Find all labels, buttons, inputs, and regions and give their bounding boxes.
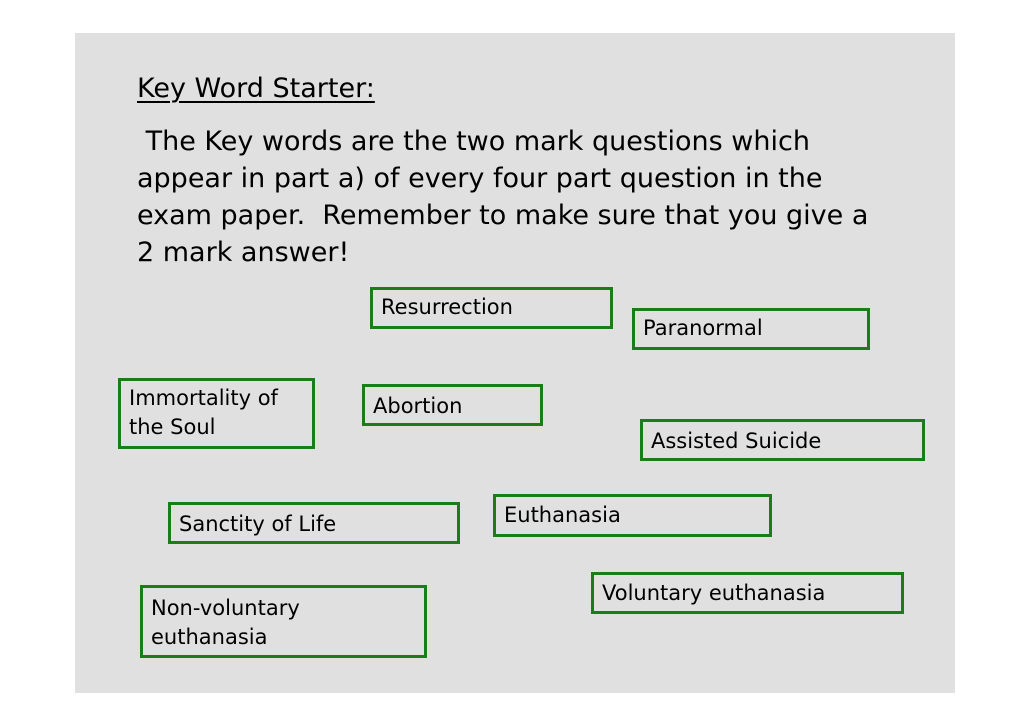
keyword-label: Sanctity of Life xyxy=(179,512,337,536)
keyword-box-paranormal xyxy=(632,308,870,350)
intro-line: appear in part a) of every four part question in the xyxy=(137,163,823,194)
keyword-box-immortality-of-the-soul xyxy=(118,378,315,449)
keyword-box-abortion xyxy=(362,384,543,426)
keyword-label: Voluntary euthanasia xyxy=(602,581,826,605)
keyword-box-voluntary-euthanasia xyxy=(591,572,904,614)
keyword-label: Assisted Suicide xyxy=(651,429,822,453)
keyword-box-resurrection xyxy=(370,287,613,329)
intro-line: 2 mark answer! xyxy=(137,237,350,268)
keyword-label: Paranormal xyxy=(643,316,763,340)
keyword-label: Resurrection xyxy=(381,295,513,319)
keyword-label: Euthanasia xyxy=(504,503,621,527)
keyword-label: Immortality of xyxy=(129,386,278,410)
keyword-box-euthanasia xyxy=(493,494,772,537)
intro-paragraph xyxy=(137,123,927,271)
keyword-label: Abortion xyxy=(373,394,463,418)
keyword-label: Non-voluntary xyxy=(151,596,300,620)
keyword-label: euthanasia xyxy=(151,625,268,649)
keyword-box-sanctity-of-life xyxy=(168,502,460,544)
slide-heading: Key Word Starter: xyxy=(137,73,375,104)
intro-line: exam paper. Remember to make sure that you give a xyxy=(137,200,869,231)
keyword-box-assisted-suicide xyxy=(640,419,925,461)
intro-line: The Key words are the two mark questions which xyxy=(137,126,810,157)
keyword-box-non-voluntary-euthanasia xyxy=(140,585,427,658)
keyword-label: the Soul xyxy=(129,415,216,439)
